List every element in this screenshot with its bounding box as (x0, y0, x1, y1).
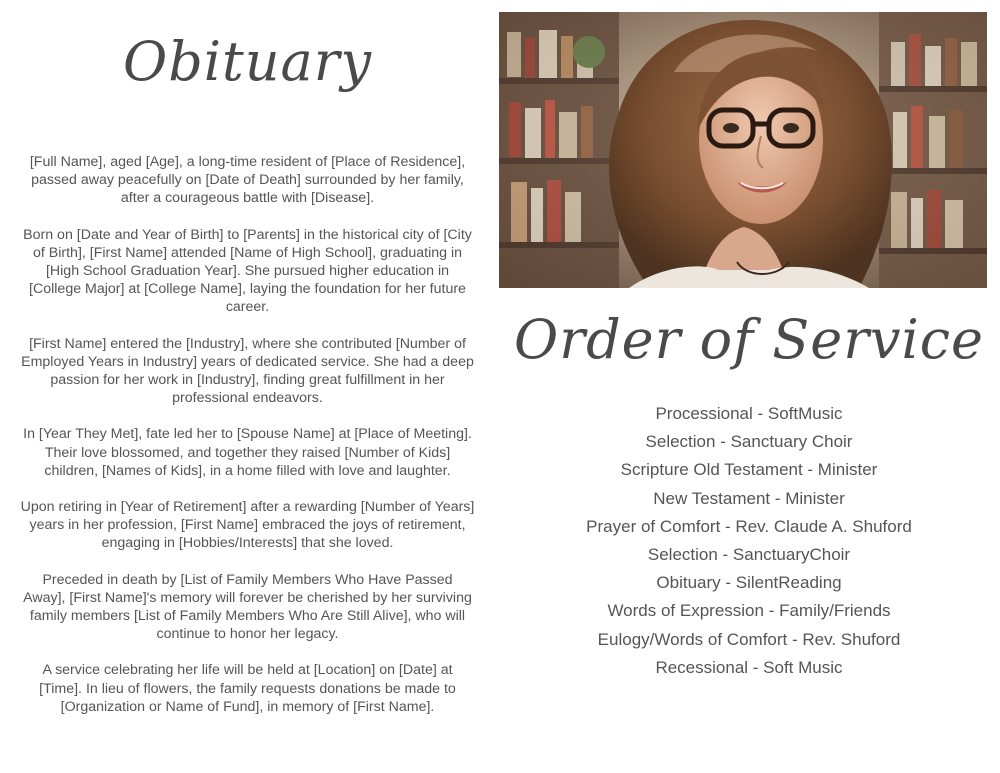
obituary-paragraph: Preceded in death by [List of Family Members Who Have Passed Away], [First Name]'s memory will forever be cherished by her surviving family members [List of Family Members Who Are Still Alive], who will continue to honor her legacy. (23, 571, 472, 643)
obituary-paragraph: [Full Name], aged [Age], a long-time resident of [Place of Residence], passed away peacefully on [Date of Death] surrounded by her family, after a courageous battle with [Disease]. (29, 154, 466, 207)
obituary-section (20, 0, 475, 773)
obituary-paragraph: Born on [Date and Year of Birth] to [Parents] in the historical city of [City of Birth], [First Name] attended [Name of High School], graduating in [High School Graduation Year]. She pursued higher education in [College Major] at [College Name], laying the foundation for her future career. (23, 226, 472, 316)
obituary-paragraph: A service celebrating her life will be held at [Location] on [Date] at [Time]. In lieu of flowers, the family requests donations be made to [Organization or Name of Fund], in memory of [First Name]. (39, 662, 456, 715)
portrait-photo (499, 12, 987, 288)
service-item: Selection - Sanctuary Choir (645, 432, 853, 452)
obituary-paragraph: Upon retiring in [Year of Retirement] after a rewarding [Number of Years] years in her profession, [First Name] embraced the joys of retirement, engaging in [Hobbies/Interests] that she loved. (20, 499, 475, 552)
service-item: Scripture Old Testament - Minister (620, 460, 878, 480)
service-item: Recessional - Soft Music (655, 657, 843, 677)
order-of-service-section (499, 288, 999, 773)
service-item: Prayer of Comfort - Rev. Claude A. Shuford (586, 516, 912, 536)
service-item: Selection - SanctuaryChoir (647, 545, 851, 565)
obituary-title: Obituary (122, 30, 373, 93)
service-item: Eulogy/Words of Comfort - Rev. Shuford (597, 629, 901, 649)
service-item: Words of Expression - Family/Friends (607, 601, 891, 621)
service-item: Obituary - SilentReading (656, 573, 842, 593)
service-item: New Testament - Minister (653, 488, 845, 508)
obituary-body (20, 153, 475, 734)
obituary-paragraph: [First Name] entered the [Industry], where she contributed [Number of Employed Years in Industry] years of dedicated service. She had a deep passion for her work in [Industry], finding great fulfillment in her professional endeavors. (21, 335, 474, 407)
obituary-paragraph: In [Year They Met], fate led her to [Spouse Name] at [Place of Meeting]. Their love blossomed, and together they raised [Number of Kids] children, [Names of Kids], in a home filled with love and laughter. (23, 426, 472, 479)
order-of-service-title: Order of Service (514, 308, 984, 371)
service-item: Processional - SoftMusic (655, 404, 843, 423)
service-list (499, 400, 999, 682)
